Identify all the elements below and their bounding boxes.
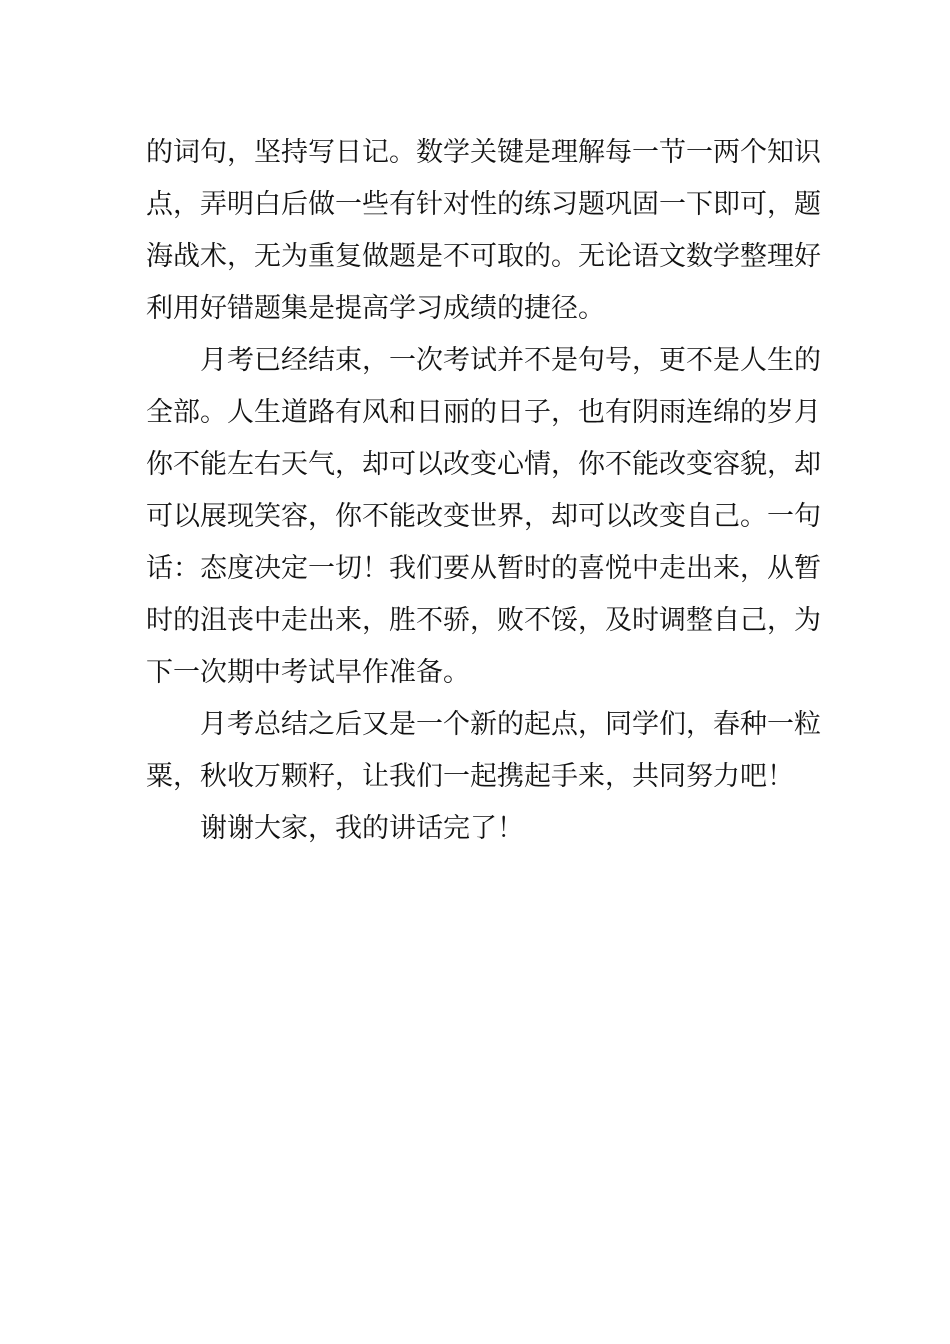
text-line: 点，弄明白后做一些有针对性的练习题巩固一下即可，题 <box>146 189 821 220</box>
text-line: 海战术，无为重复做题是不可取的。无论语文数学整理好 <box>146 241 821 272</box>
text-line: 粟，秋收万颗籽，让我们一起携起手来，共同努力吧！ <box>146 761 794 792</box>
text-line: 话：态度决定一切！我们要从暂时的喜悦中走出来，从暂 <box>146 553 821 584</box>
text-line: 的词句，坚持写日记。数学关键是理解每一节一两个知识 <box>146 137 821 168</box>
text-line: 利用好错题集是提高学习成绩的捷径。 <box>146 293 605 324</box>
paragraph-closing <box>146 803 808 855</box>
text-line: 可以展现笑容，你不能改变世界，却可以改变自己。一句 <box>146 501 821 532</box>
paragraph-new-start <box>146 699 821 803</box>
speech-body <box>146 127 821 855</box>
text-line: 时的沮丧中走出来，胜不骄，败不馁，及时调整自己，为 <box>146 605 821 636</box>
text-line: 全部。人生道路有风和日丽的日子，也有阴雨连绵的岁月 <box>146 397 821 428</box>
text-line: 月考已经结束，一次考试并不是句号，更不是人生的 <box>200 345 821 376</box>
text-line: 你不能左右天气，却可以改变心情，你不能改变容貌，却 <box>146 449 821 480</box>
text-line: 月考总结之后又是一个新的起点，同学们，春种一粒 <box>200 709 821 740</box>
text-line: 下一次期中考试早作准备。 <box>146 657 470 688</box>
paragraph-study-methods <box>146 127 821 335</box>
closing-line: 谢谢大家，我的讲话完了！ <box>200 813 524 844</box>
paragraph-attitude <box>146 335 821 699</box>
